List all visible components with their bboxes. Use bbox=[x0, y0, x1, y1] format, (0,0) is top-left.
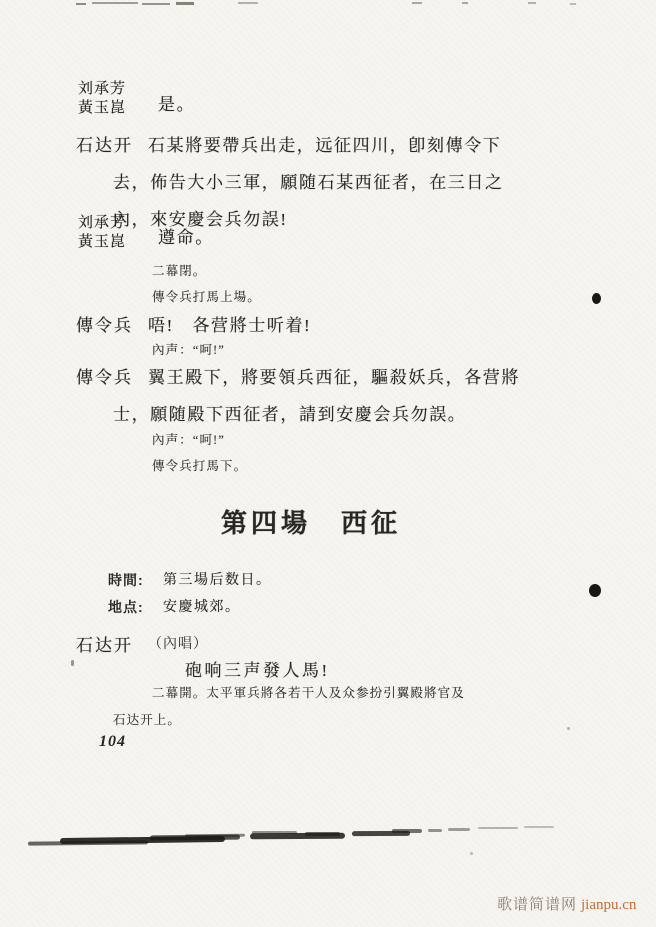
sung-line: 砲响三声發人馬! bbox=[185, 661, 330, 680]
watermark-site-name: 歌谱简谱网 bbox=[497, 897, 578, 913]
stage-direction: 內声：“呵!” bbox=[152, 343, 225, 357]
time-label: 時間: bbox=[108, 572, 144, 588]
stage-direction: 石达开上。 bbox=[113, 713, 182, 727]
speaker-name: 傳令兵 bbox=[76, 368, 133, 387]
speaker-name: 石达开 bbox=[76, 136, 133, 155]
stage-direction: 內声：“呵!” bbox=[152, 433, 225, 447]
ink-speck bbox=[567, 727, 570, 730]
speaker-name: 刘承芳 bbox=[78, 81, 127, 97]
dialogue-line: 是。 bbox=[158, 95, 196, 114]
watermark bbox=[497, 893, 636, 914]
dialogue-line: 去，佈告大小三軍，願随石某西征者，在三日之 bbox=[113, 173, 504, 192]
dialogue-line: 內，來安慶会兵勿誤! bbox=[113, 210, 288, 229]
stage-direction-inline: （內唱） bbox=[148, 637, 208, 652]
ink-dot bbox=[589, 584, 601, 597]
speaker-name: 黃玉崑 bbox=[78, 100, 127, 116]
page-number: 104 bbox=[99, 733, 126, 750]
dialogue-line: 翼王殿下，將要領兵西征，驅殺妖兵，各营將 bbox=[148, 368, 520, 387]
ink-speck bbox=[470, 852, 473, 855]
scene-heading: 第四場 西征 bbox=[221, 509, 402, 538]
dialogue-line: 石某將要帶兵出走，远征四川，卽刻傳令下 bbox=[148, 136, 502, 155]
stage-direction: 二幕開。太平軍兵將各若干人及众参扮引翼殿將官及 bbox=[152, 686, 465, 700]
ink-speck bbox=[71, 660, 74, 666]
time-value: 第三場后数日。 bbox=[163, 573, 272, 588]
speaker-name: 傳令兵 bbox=[76, 316, 133, 335]
speaker-name: 刘承芳 bbox=[78, 215, 127, 231]
dialogue-line: 遵命。 bbox=[158, 228, 214, 247]
speaker-name: 黃玉崑 bbox=[78, 234, 127, 250]
speaker-name: 石达开 bbox=[76, 636, 133, 655]
place-label: 地点: bbox=[108, 599, 144, 615]
stage-direction: 傳令兵打馬上場。 bbox=[152, 290, 261, 304]
stage-direction: 二幕閉。 bbox=[152, 264, 207, 278]
watermark-domain: jianpu.cn bbox=[581, 897, 637, 913]
stage-direction: 傳令兵打馬下。 bbox=[152, 459, 248, 473]
dialogue-line: 士，願随殿下西征者，請到安慶会兵勿誤。 bbox=[113, 405, 467, 424]
place-value: 安慶城郊。 bbox=[163, 600, 241, 615]
ink-dot bbox=[592, 293, 601, 304]
dialogue-line: 唔! 各营將士听着! bbox=[148, 316, 312, 335]
